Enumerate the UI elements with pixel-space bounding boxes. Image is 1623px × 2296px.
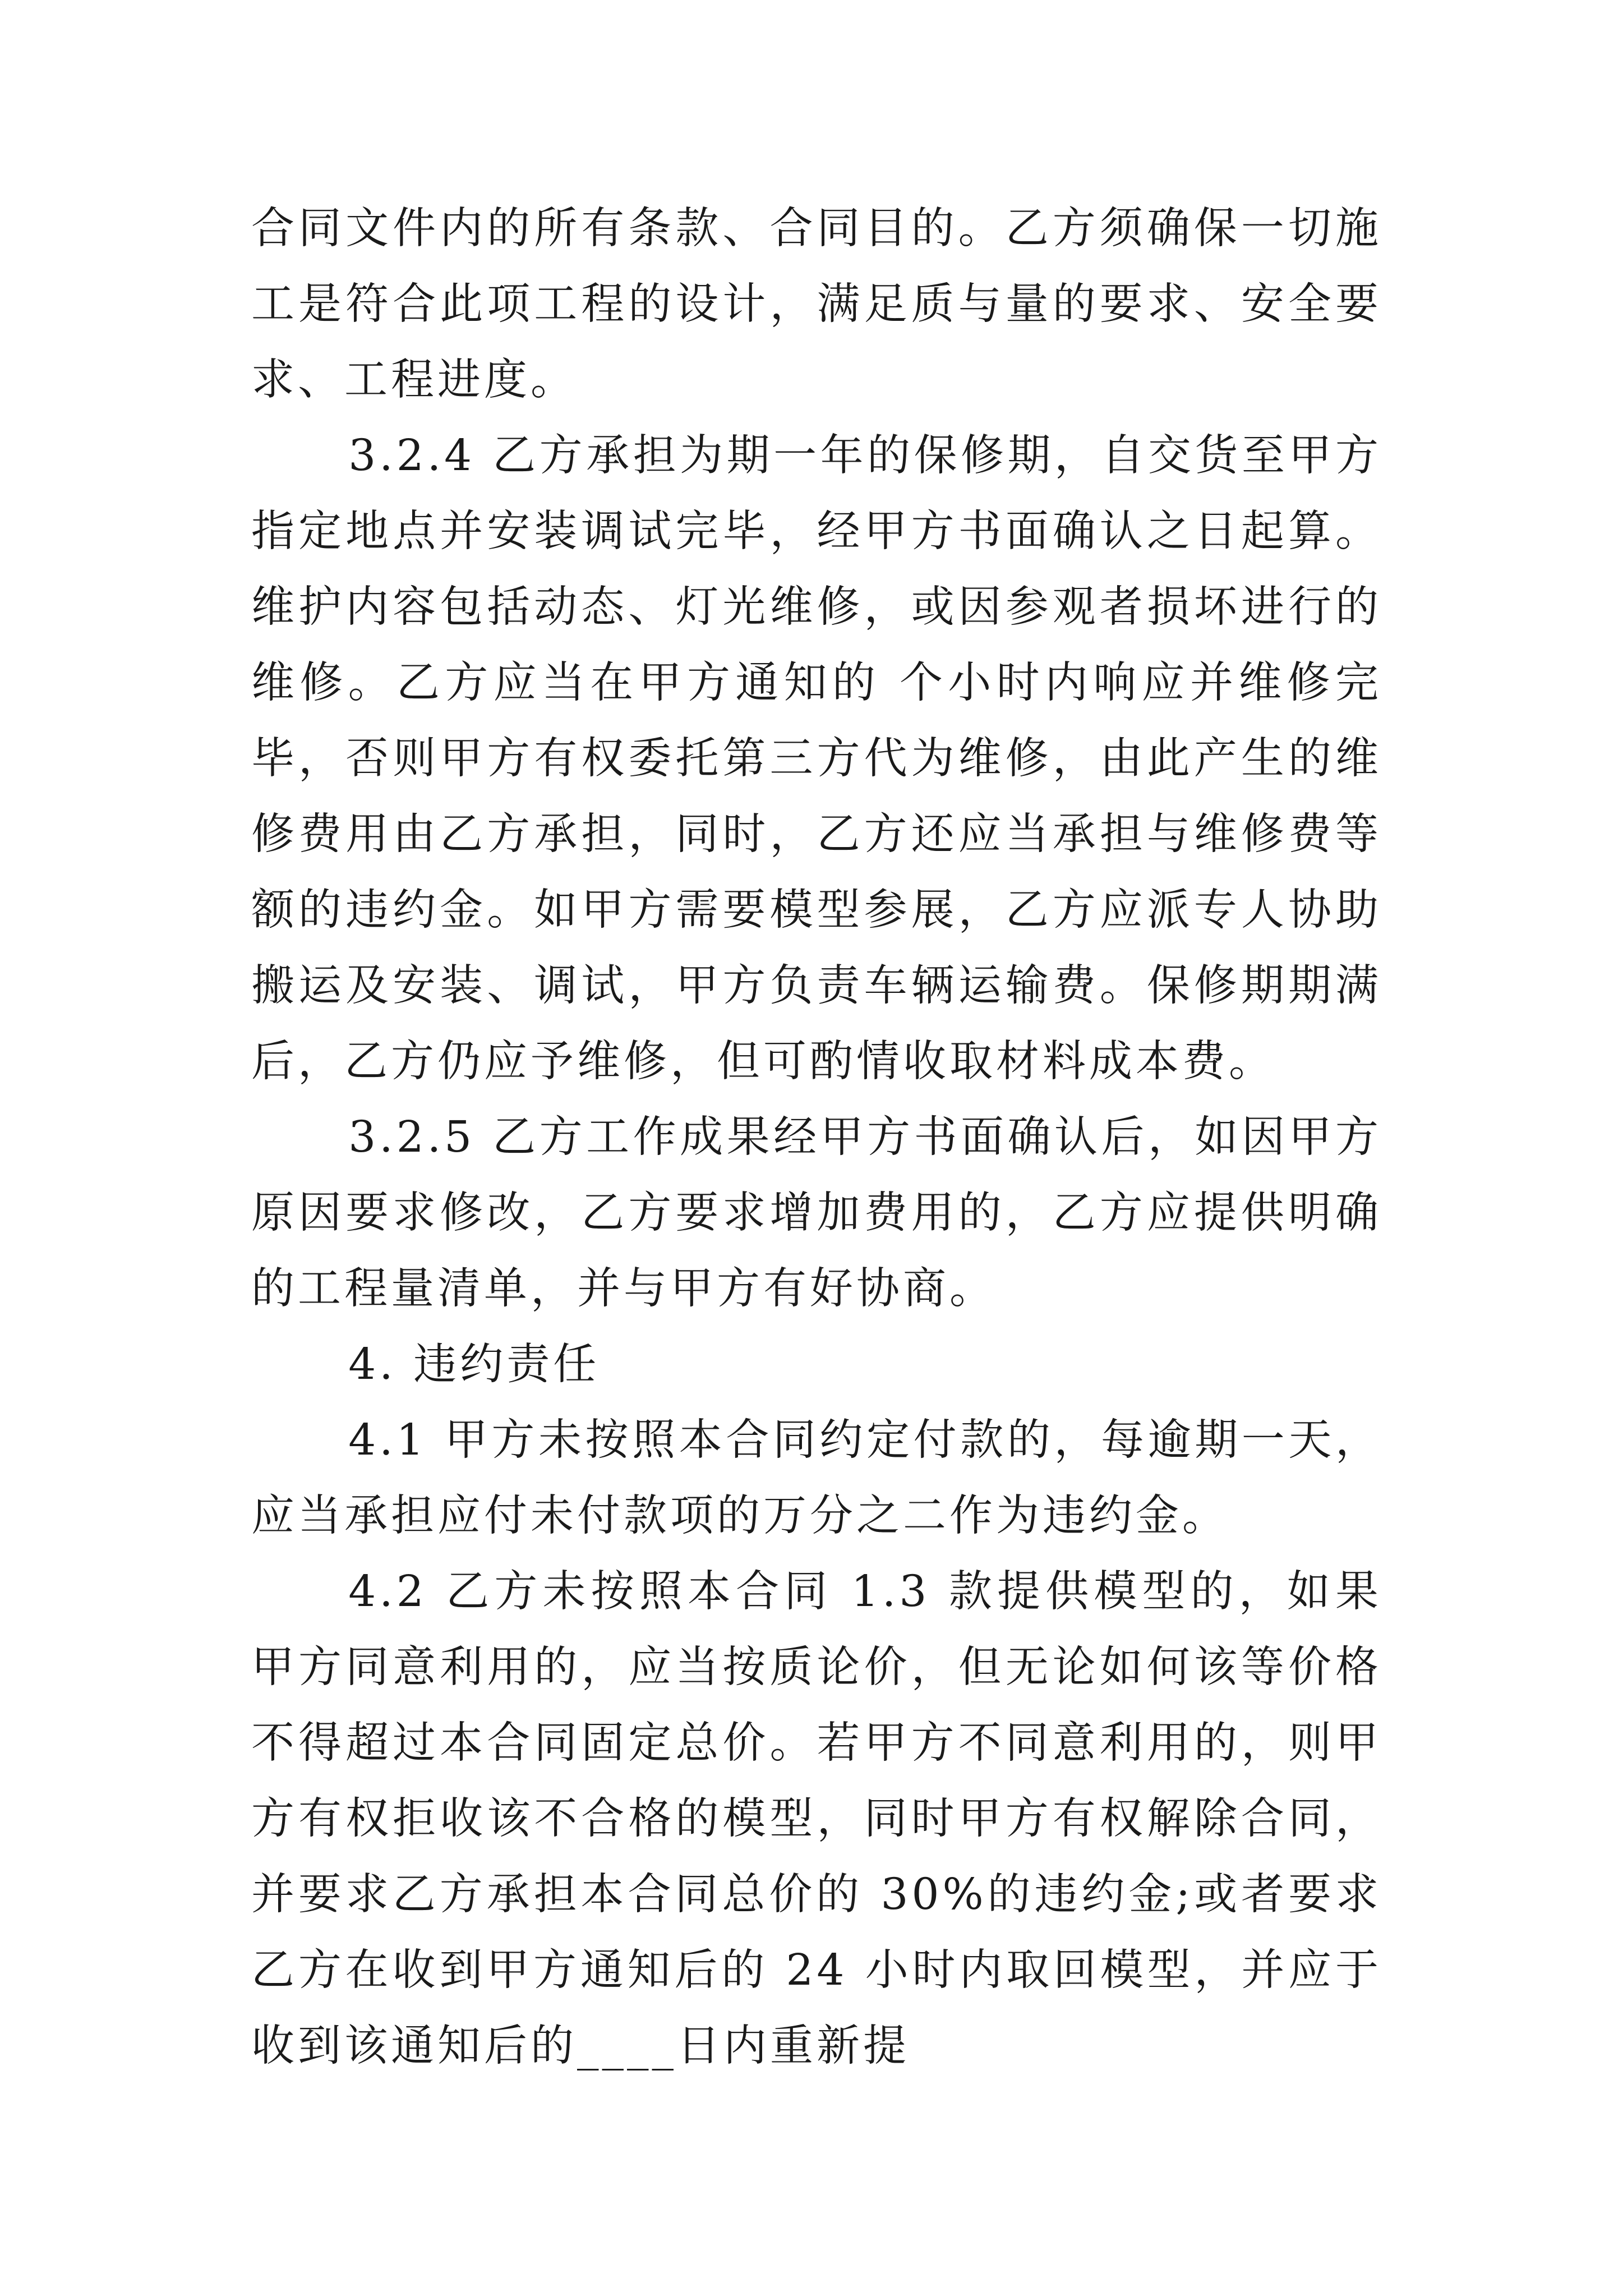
paragraph-4-2-model-delivery: 4.2 乙方未按照本合同 1.3 款提供模型的，如果甲方同意利用的，应当按质论价，但无论如何该等价格不得超过本合同固定总价。若甲方不同意利用的，则甲方有权拒收该不合格的模型，同时甲方有权解除合同，并要求乙方承担本合同总价的 30%的违约金;或者要求乙方在收到甲方通知后的 24 小时内取回模型，并应于收到该通知后的____日内重新提	[251, 1567, 1382, 2071]
paragraph-3-2-5-modification: 3.2.5 乙方工作成果经甲方书面确认后，如因甲方原因要求修改，乙方要求增加费用的，乙方应提供明确的工程量清单，并与甲方有好协商。	[251, 1112, 1382, 1314]
document-body	[251, 191, 1382, 2084]
paragraph-contract-purpose: 合同文件内的所有条款、合同目的。乙方须确保一切施工是符合此项工程的设计，满足质与量的要求、安全要求、工程进度。	[251, 204, 1382, 405]
section-heading-4-liability: 4. 违约责任	[348, 1340, 600, 1389]
paragraph-3-2-4-warranty: 3.2.4 乙方承担为期一年的保修期，自交货至甲方指定地点并安装调试完毕，经甲方书面确认之日起算。维护内容包括动态、灯光维修，或因参观者损坏进行的维修。乙方应当在甲方通知的 个小时内响应并维修完毕，否则甲方有权委托第三方代为维修，由此产生的维修费用由乙方承担，同时，乙方还应当承担与维修费等额的违约金。如甲方需要模型参展，乙方应派专人协助搬运及安装、调试，甲方负责车辆运输费。保修期期满后，乙方仍应予维修，但可酌情收取材料成本费。	[251, 431, 1382, 1087]
paragraph-4-1-late-payment: 4.1 甲方未按照本合同约定付款的，每逾期一天，应当承担应付未付款项的万分之二作为违约金。	[251, 1415, 1382, 1541]
